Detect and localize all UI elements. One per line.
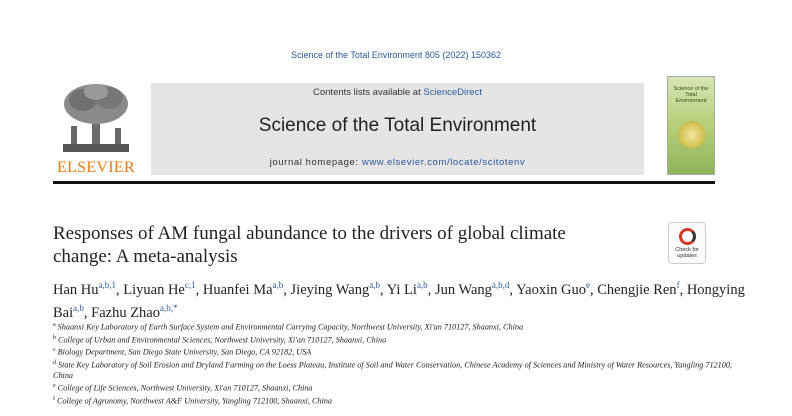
article-title: Responses of AM fungal abundance to the drivers of global climate change: A meta-analysis bbox=[53, 223, 566, 267]
author[interactable]: Han Hu$^{a,b,1}$ bbox=[53, 280, 117, 298]
journal-citation[interactable]: Science of the Total Environment 805 (2022) 150362 bbox=[291, 50, 501, 60]
homepage-line bbox=[151, 157, 644, 168]
cover-artwork-icon bbox=[678, 121, 706, 149]
author[interactable]: Yaoxin Guo$^e$ bbox=[516, 280, 590, 298]
author[interactable]: Yi Li$^{a,b}$ bbox=[386, 280, 428, 298]
header-divider bbox=[53, 181, 715, 184]
author[interactable]: Chengjie Ren$^f$ bbox=[597, 280, 680, 298]
affiliations bbox=[53, 320, 753, 406]
affiliation-item: $^a$ Shaanxi Key Laboratory of Earth Surface System and Environmental Carrying Capacity, Northwest University, Xi'an 710127, Shaanxi, China bbox=[53, 322, 524, 332]
affiliation-item: $^d$ State Key Laboratory of Soil Erosion and Dryland Farming on the Loess Plateau, Institute of Soil and Water Conservation, Chinese Academy of Sciences and Ministry of Water Resources, Yangling 712100, China bbox=[53, 360, 732, 380]
journal-banner bbox=[151, 83, 644, 175]
check-updates-icon bbox=[679, 228, 696, 245]
contents-prefix: Contents lists available at bbox=[313, 87, 421, 98]
author[interactable]: Fazhu Zhao$^{a,b,*}$ bbox=[91, 302, 178, 321]
elsevier-logo[interactable] bbox=[53, 82, 139, 177]
check-updates-label: Check for updates bbox=[675, 247, 699, 259]
affiliation-item: $^c$ Biology Department, San Diego State University, San Diego, CA 92182, USA bbox=[53, 347, 312, 358]
elsevier-tree-icon bbox=[59, 82, 133, 154]
affiliation-item: $^b$ College of Urban and Environmental Sciences, Northwest University, Xi'an 710127, Shaanxi, China bbox=[53, 334, 387, 345]
check-for-updates-button[interactable] bbox=[668, 222, 706, 264]
homepage-link[interactable]: www.elsevier.com/locate/scitotenv bbox=[361, 157, 526, 168]
author[interactable]: Jieying Wang$^{a,b}$ bbox=[290, 280, 380, 298]
journal-cover[interactable] bbox=[667, 76, 715, 175]
affiliation-item: $^f$ College of Agronomy, Northwest A&F University, Yangling 712100, Shaanxi, China bbox=[53, 395, 332, 406]
sciencedirect-link[interactable]: ScienceDirect bbox=[423, 87, 482, 98]
author[interactable]: Jun Wang$^{a,b,d}$ bbox=[434, 280, 510, 298]
affiliation-item: $^e$ College of Life Sciences, Northwest University, Xi'an 710127, Shaanxi, China bbox=[53, 382, 313, 393]
author-list: Han Hu$^{a,b,1}$, Liyuan He$^{c,1}$, Huanfei Ma$^{a,b}$, Jieying Wang$^{a,b}$, Yi Li$^{a,b}$, Jun Wang$^{a,b,d}$, Yaoxin Guo$^e$, Chengjie Ren$^f$, Hongying Bai$^{a,b}$, Fazhu Zhao$^{a,b,*}$ bbox=[53, 280, 745, 321]
journal-title[interactable]: Science of the Total Environment bbox=[258, 115, 537, 136]
author[interactable]: Liyuan He$^{c,1}$ bbox=[123, 280, 196, 298]
contents-line bbox=[151, 87, 644, 98]
author[interactable]: Huanfei Ma$^{a,b}$ bbox=[202, 280, 284, 298]
cover-title: Science of the Total Environment bbox=[673, 86, 709, 104]
publisher-logo-text: ELSEVIER bbox=[57, 159, 135, 176]
author[interactable]: Hongying Bai$^{a,b}$ bbox=[53, 281, 745, 321]
homepage-prefix: journal homepage: bbox=[269, 157, 359, 168]
